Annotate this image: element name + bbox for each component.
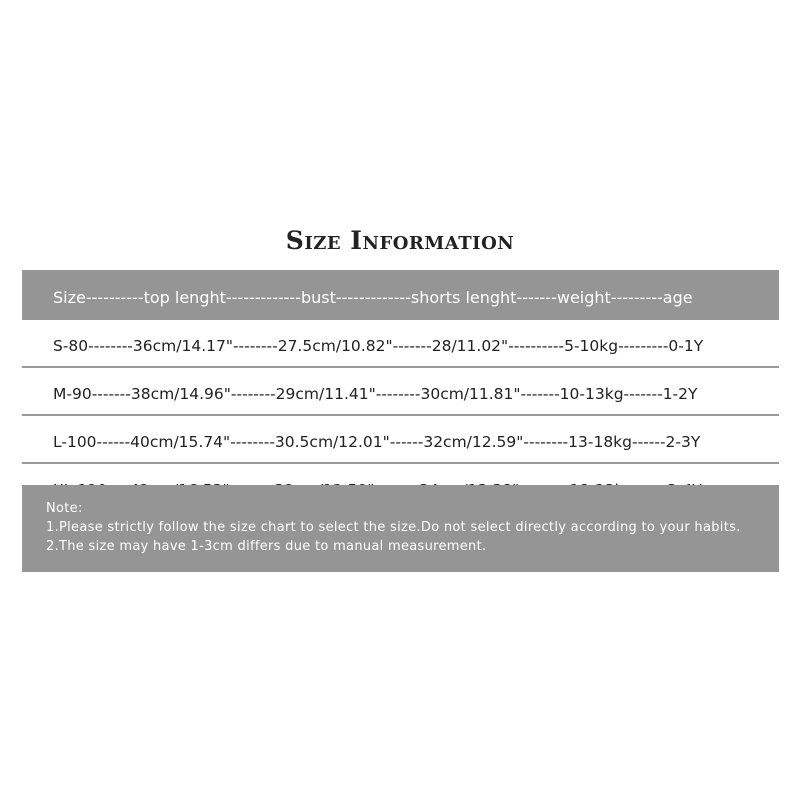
table-header-row: Size----------top lenght-------------bust-------------shorts lenght-------weight---------age (22, 270, 779, 320)
size-table (22, 270, 779, 512)
note-heading: Note: (46, 501, 83, 516)
table-row: L-100------40cm/15.74"--------30.5cm/12.01"------32cm/12.59"--------13-18kg------2-3Y (22, 421, 779, 464)
page-title: Size Information (285, 226, 515, 255)
table-row: S-80--------36cm/14.17"--------27.5cm/10.82"-------28/11.02"----------5-10kg---------0-1Y (22, 325, 779, 368)
note-line: 1.Please strictly follow the size chart to select the size.Do not select directly according to your habits. (46, 520, 741, 535)
note-line: 2.The size may have 1-3cm differs due to manual measurement. (46, 539, 487, 554)
note-box (22, 485, 779, 572)
table-row: M-90-------38cm/14.96"--------29cm/11.41"--------30cm/11.81"-------10-13kg-------1-2Y (22, 373, 779, 416)
